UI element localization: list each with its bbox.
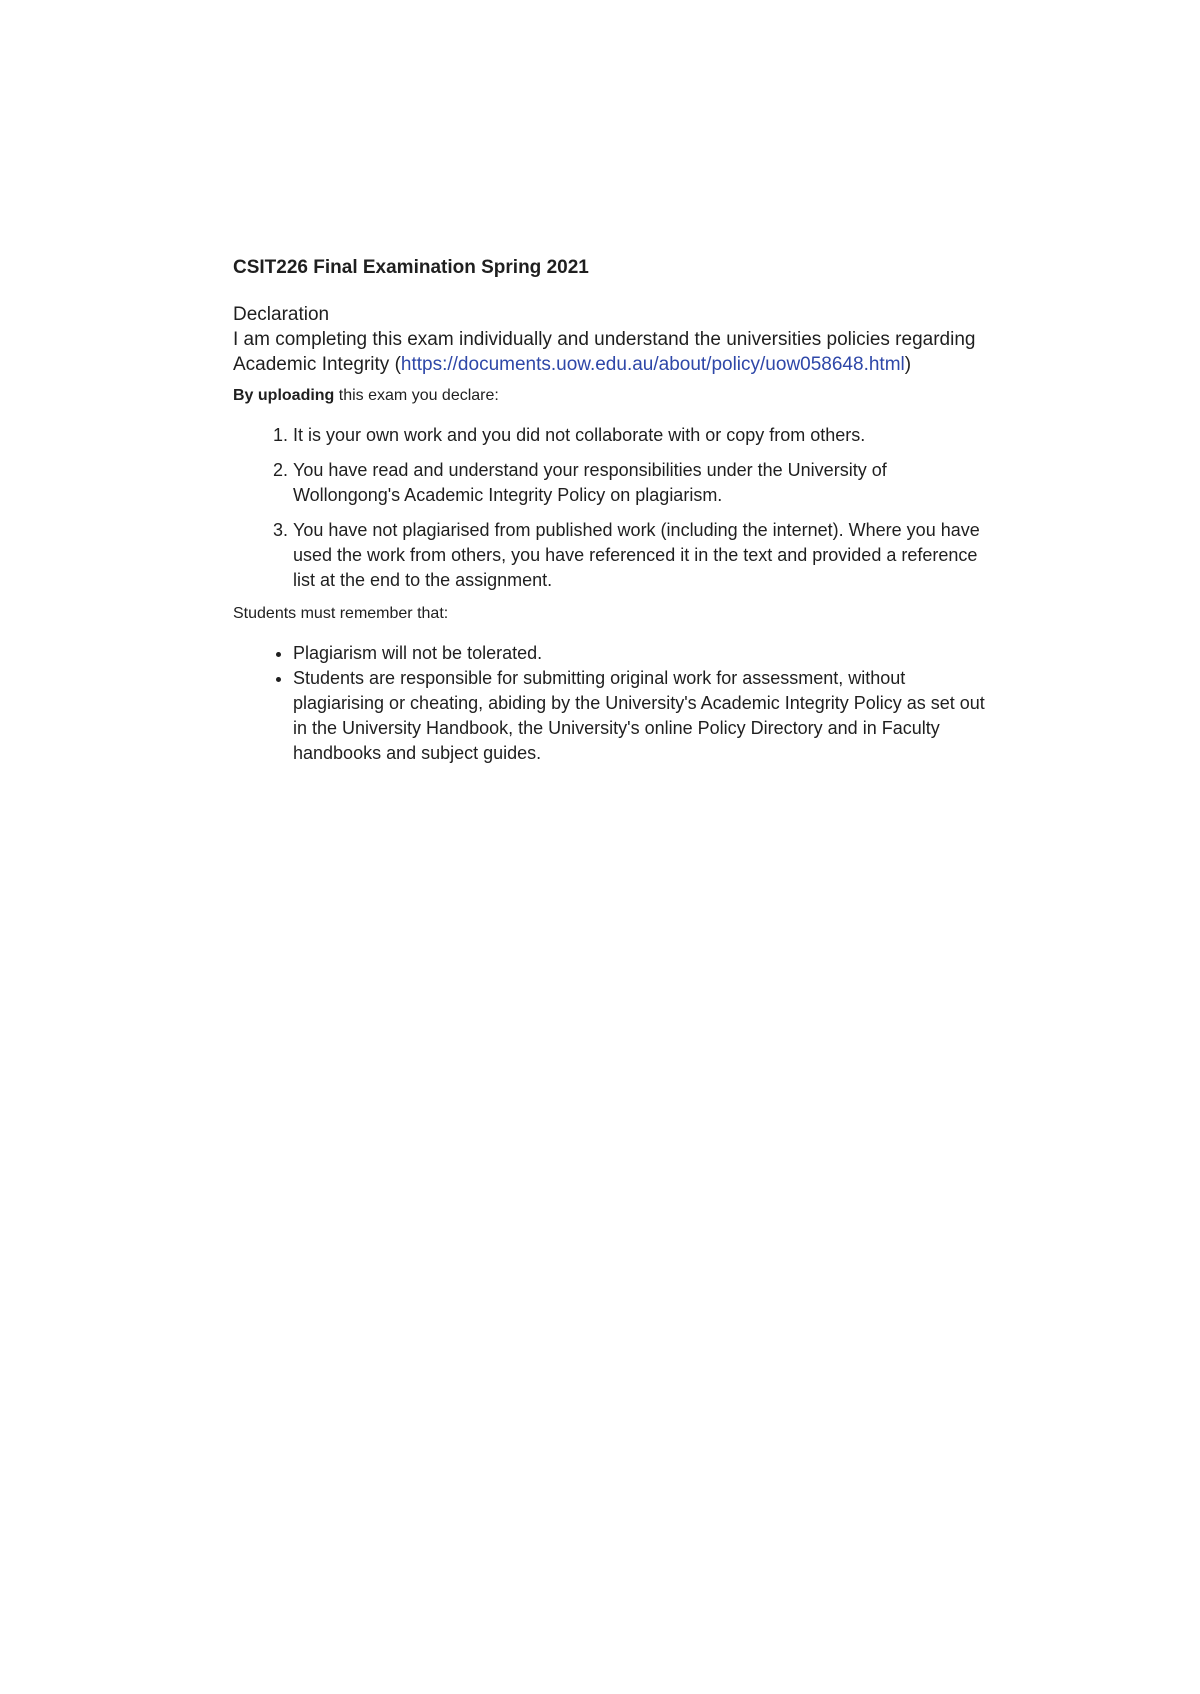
declaration-body: I am completing this exam individually and understand the universities policies regarding Academic Integrity ( — [233, 329, 976, 375]
list-item: 1. It is your own work and you did not collaborate with or copy from others. — [293, 423, 993, 448]
remember-heading: Students must remember that: — [233, 605, 449, 622]
declaration-list — [233, 423, 993, 593]
reminder-list — [233, 641, 993, 766]
list-item: • Plagiarism will not be tolerated. — [293, 641, 993, 666]
list-item: • Students are responsible for submitting original work for assessment, without plagiarising or cheating, abiding by the University's Academic Integrity Policy as set out in the University Handbook, the University's online Policy Directory and in Faculty handbooks and subject guides. — [293, 666, 993, 766]
list-item: 2. You have read and understand your responsibilities under the University of Wollongong's Academic Integrity Policy on plagiarism. — [293, 458, 993, 508]
declaration-text — [233, 327, 993, 377]
upload-rest: this exam you declare: — [334, 387, 499, 404]
upload-declare-text — [233, 385, 993, 407]
declaration-heading: Declaration — [233, 304, 330, 325]
exam-declaration-page — [233, 256, 993, 766]
policy-link[interactable]: https://documents.uow.edu.au/about/policy/uow058648.html — [400, 354, 905, 375]
declaration-close: ) — [904, 354, 912, 375]
upload-bold: By uploading — [233, 387, 335, 404]
page-title: CSIT226 Final Examination Spring 2021 — [233, 257, 589, 278]
list-item: 3. You have not plagiarised from published work (including the internet). Where you have used the work from others, you have referenced it in the text and provided a reference list at the end to the assignment. — [293, 518, 993, 593]
